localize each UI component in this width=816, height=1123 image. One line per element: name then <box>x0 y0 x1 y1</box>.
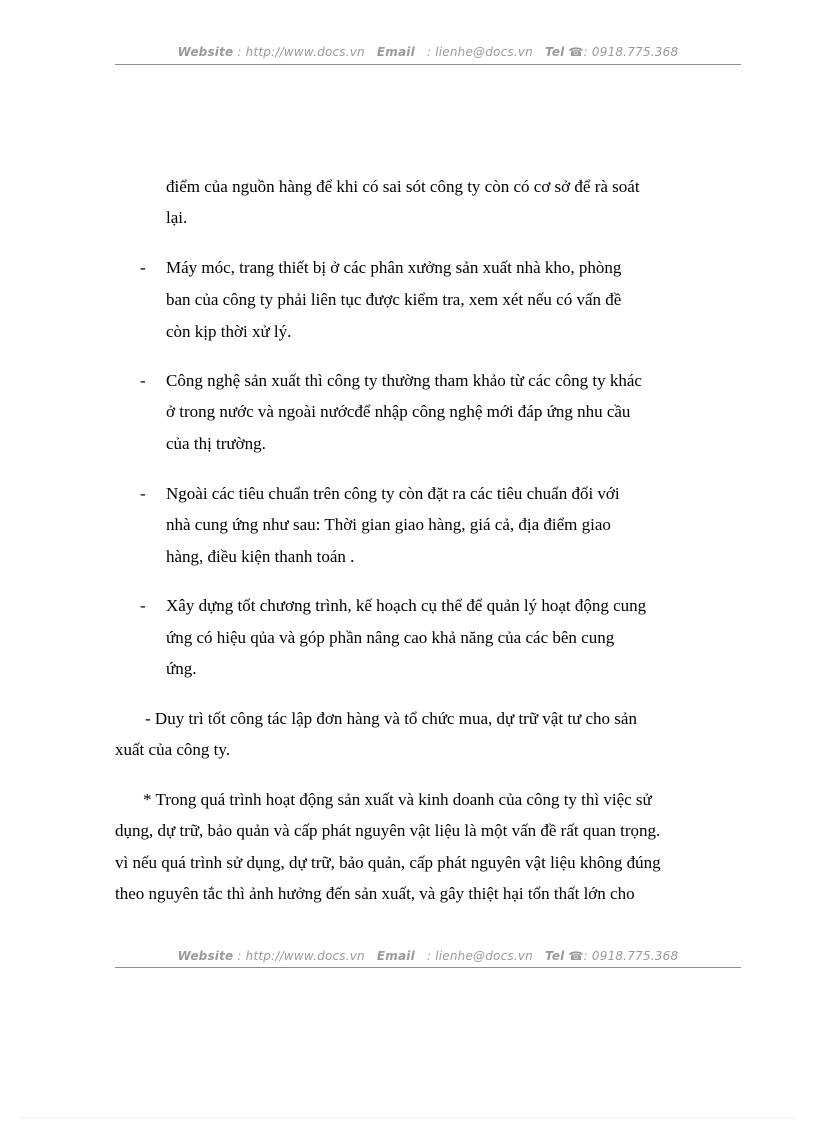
bullet-marker: - <box>140 596 146 615</box>
footer-website-label: Website <box>177 949 234 963</box>
paragraph-line: theo nguyên tắc thì ảnh hưởng đến sản xuất, và gây thiệt hại tổn thất lớn cho <box>115 884 635 903</box>
phone-icon: ☎ <box>568 949 584 963</box>
bullet-line: hàng, điều kiện thanh toán . <box>166 547 355 566</box>
bullet-marker: - <box>140 258 146 277</box>
footer-email-value: : lienhe@docs.vn <box>426 949 533 963</box>
bullet-line: Xây dựng tốt chương trình, kế hoạch cụ thể để quản lý hoạt động cung <box>166 596 647 615</box>
header-tel-value: : 0918.775.368 <box>583 45 679 59</box>
bullet-line: Ngoài các tiêu chuẩn trên công ty còn đặt ra các tiêu chuẩn đối với <box>166 484 620 503</box>
page-header <box>115 45 741 59</box>
paragraph-line: vì nếu quá trình sử dụng, dự trữ, bảo quản, cấp phát nguyên vật liệu không đúng <box>115 853 661 872</box>
page-footer <box>115 949 741 963</box>
bullet-line: Máy móc, trang thiết bị ở các phân xưởng sản xuất nhà kho, phòng <box>166 258 622 277</box>
bullet-line: Công nghệ sản xuất thì công ty thường tham khảo từ các công ty khác <box>166 371 642 390</box>
page-edge-divider <box>20 1117 796 1118</box>
body-line: lại. <box>166 208 188 227</box>
bullet-marker: - <box>140 371 146 390</box>
paragraph-line: * Trong quá trình hoạt động sản xuất và kinh doanh của công ty thì việc sử <box>143 790 652 809</box>
bullet-line: còn kịp thời xử lý. <box>166 322 292 341</box>
bullet-line: ứng có hiệu qủa và góp phần nâng cao khả năng của các bên cung <box>166 628 615 647</box>
header-tel-label: Tel <box>545 45 565 59</box>
bullet-line: nhà cung ứng như sau: Thời gian giao hàng, giá cả, địa điểm giao <box>166 515 611 534</box>
bullet-line: của thị trường. <box>166 434 266 453</box>
header-email-value: : lienhe@docs.vn <box>426 45 533 59</box>
header-website-value: : http://www.docs.vn <box>237 45 365 59</box>
phone-icon: ☎ <box>568 45 584 59</box>
paragraph-line: xuất của công ty. <box>115 740 231 759</box>
body-line: điểm của nguồn hàng để khi có sai sót công ty còn có cơ sở để rà soát <box>166 177 640 196</box>
bullet-line: ở trong nước và ngoài nướcđể nhập công nghệ mới đáp ứng nhu cầu <box>166 402 631 421</box>
bullet-line: ứng. <box>166 659 197 678</box>
header-rule <box>115 64 741 65</box>
footer-rule <box>115 967 741 968</box>
footer-email-label: Email <box>376 949 415 963</box>
bullet-marker: - <box>140 484 146 503</box>
paragraph-line: dụng, dự trữ, bảo quản và cấp phát nguyên vật liệu là một vấn đề rất quan trọng. <box>115 821 661 840</box>
footer-tel-label: Tel <box>545 949 565 963</box>
footer-tel-value: : 0918.775.368 <box>583 949 679 963</box>
paragraph-line: - Duy trì tốt công tác lập đơn hàng và tổ chức mua, dự trữ vật tư cho sản <box>145 709 637 728</box>
footer-website-value: : http://www.docs.vn <box>237 949 365 963</box>
header-website-label: Website <box>177 45 234 59</box>
bullet-line: ban của công ty phải liên tục được kiểm tra, xem xét nếu có vấn đề <box>166 290 622 309</box>
header-email-label: Email <box>376 45 415 59</box>
